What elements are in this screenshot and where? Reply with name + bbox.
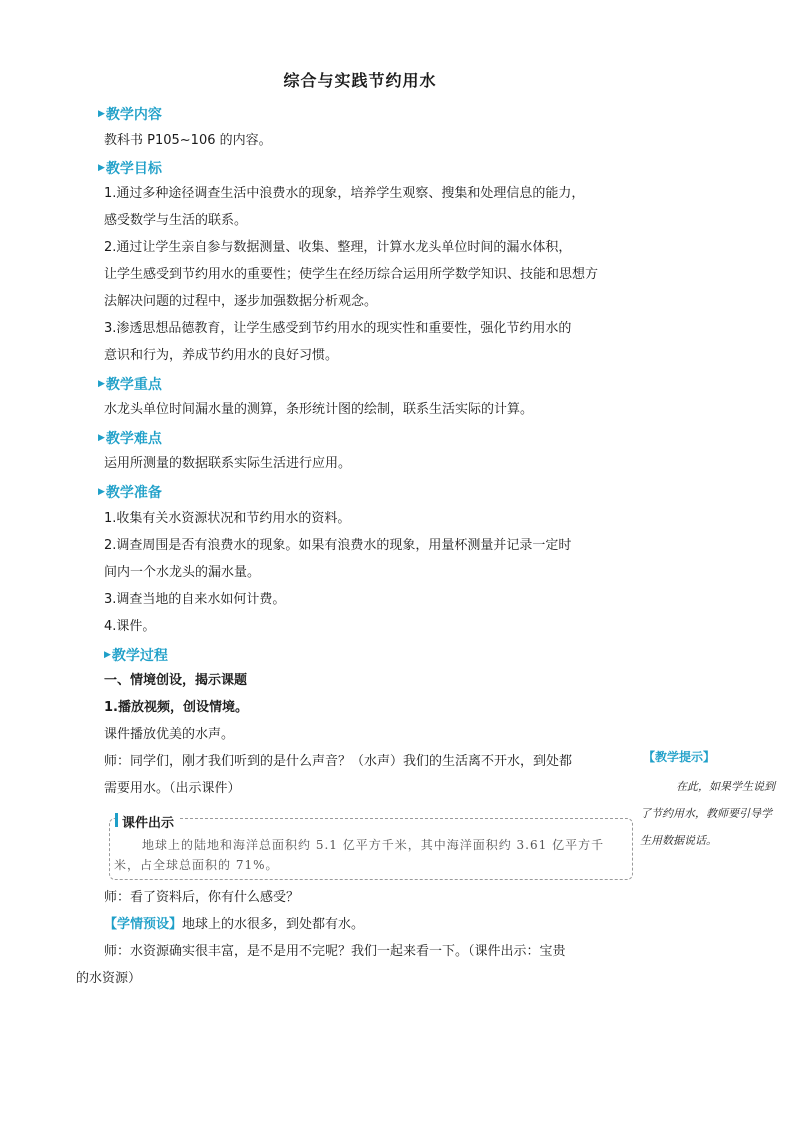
teaching-tip-label: 【教学提示】 (643, 750, 716, 764)
teacher-line: 需要用水。（出示课件） (104, 781, 241, 796)
process-line: 课件播放优美的水声。 (104, 727, 235, 742)
process-part-heading: 一、情境创设，揭示课题 (104, 673, 248, 688)
preparation-line: 1.收集有关水资源状况和节约用水的资料。 (104, 511, 351, 526)
courseware-callout-text: 地球上的陆地和海洋总面积约 5.1 亿平方千米，其中海洋面积约 3.61 亿平方千米，占全球总面积的 71%。 (114, 838, 605, 872)
teacher-line: 师：看了资料后，你有什么感受？ (104, 890, 300, 905)
goals-line: 2.通过让学生亲自参与数据测量、收集、整理，计算水龙头单位时间的漏水体积， (104, 240, 572, 255)
presupposition-line (104, 917, 364, 932)
section-heading-label: 教学内容 (105, 107, 162, 123)
section-heading-content (98, 104, 162, 124)
section-heading-goals (98, 158, 162, 178)
section-marker-icon: ▶ (98, 487, 105, 497)
goals-line: 1.通过多种途径调查生活中浪费水的现象，培养学生观察、搜集和处理信息的能力， (104, 186, 585, 201)
section-marker-icon: ▶ (104, 650, 111, 660)
goals-line: 3.渗透思想品德教育，让学生感受到节约用水的现实性和重要性，强化节约用水的 (104, 321, 572, 336)
section-heading-label: 教学重点 (105, 377, 162, 393)
section-marker-icon: ▶ (98, 163, 105, 173)
page-title: 综合与实践节约用水 (283, 71, 437, 90)
section-heading-difficulties (98, 428, 162, 448)
difficulties-text: 运用所测量的数据联系实际生活进行应用。 (104, 456, 352, 471)
section-marker-icon: ▶ (98, 379, 105, 389)
section-heading-label: 教学准备 (105, 485, 162, 501)
goals-line: 让学生感受到节约用水的重要性；使学生在经历综合运用所学数学知识、技能和思想方 (104, 267, 599, 282)
section-heading-process (104, 645, 168, 665)
goals-line: 感受数学与生活的联系。 (104, 213, 248, 228)
process-step-heading: 1.播放视频，创设情境。 (104, 700, 248, 715)
section-heading-label: 教学难点 (105, 431, 162, 447)
teacher-line: 的水资源） (76, 971, 142, 986)
section-marker-icon: ▶ (98, 433, 105, 443)
key-points-text: 水龙头单位时间漏水量的测算，条形统计图的绘制，联系生活实际的计算。 (104, 402, 534, 417)
presupposition-tag: 【学情预设】 (104, 917, 183, 932)
section-heading-label: 教学目标 (105, 161, 162, 177)
content-text: 教科书 P105~106 的内容。 (104, 133, 272, 148)
preparation-line: 3.调查当地的自来水如何计费。 (104, 592, 286, 607)
teaching-tip-text: 在此，如果学生说到了节约用水，教师要引导学生用数据说话。 (640, 780, 775, 847)
section-heading-preparation (98, 482, 162, 502)
presupposition-text: 地球上的水很多，到处都有水。 (182, 917, 365, 932)
teacher-line: 师：同学们，刚才我们听到的是什么声音？（水声）我们的生活离不开水，到处都 (104, 754, 573, 769)
goals-line: 法解决问题的过程中，逐步加强数据分析观念。 (104, 294, 378, 309)
preparation-line: 4.课件。 (104, 619, 156, 634)
section-heading-key-points (98, 374, 162, 394)
teacher-line: 师：水资源确实很丰富，是不是用不完呢？我们一起来看一下。（课件出示：宝贵 (104, 944, 566, 959)
preparation-line: 间内一个水龙头的漏水量。 (104, 565, 261, 580)
preparation-line: 2.调查周围是否有浪费水的现象。如果有浪费水的现象，用量杯测量并记录一定时 (104, 538, 572, 553)
goals-line: 意识和行为，养成节约用水的良好习惯。 (104, 348, 339, 363)
section-marker-icon: ▶ (98, 109, 105, 119)
courseware-callout-title: 课件出示 (117, 812, 179, 831)
section-heading-label: 教学过程 (111, 648, 168, 664)
